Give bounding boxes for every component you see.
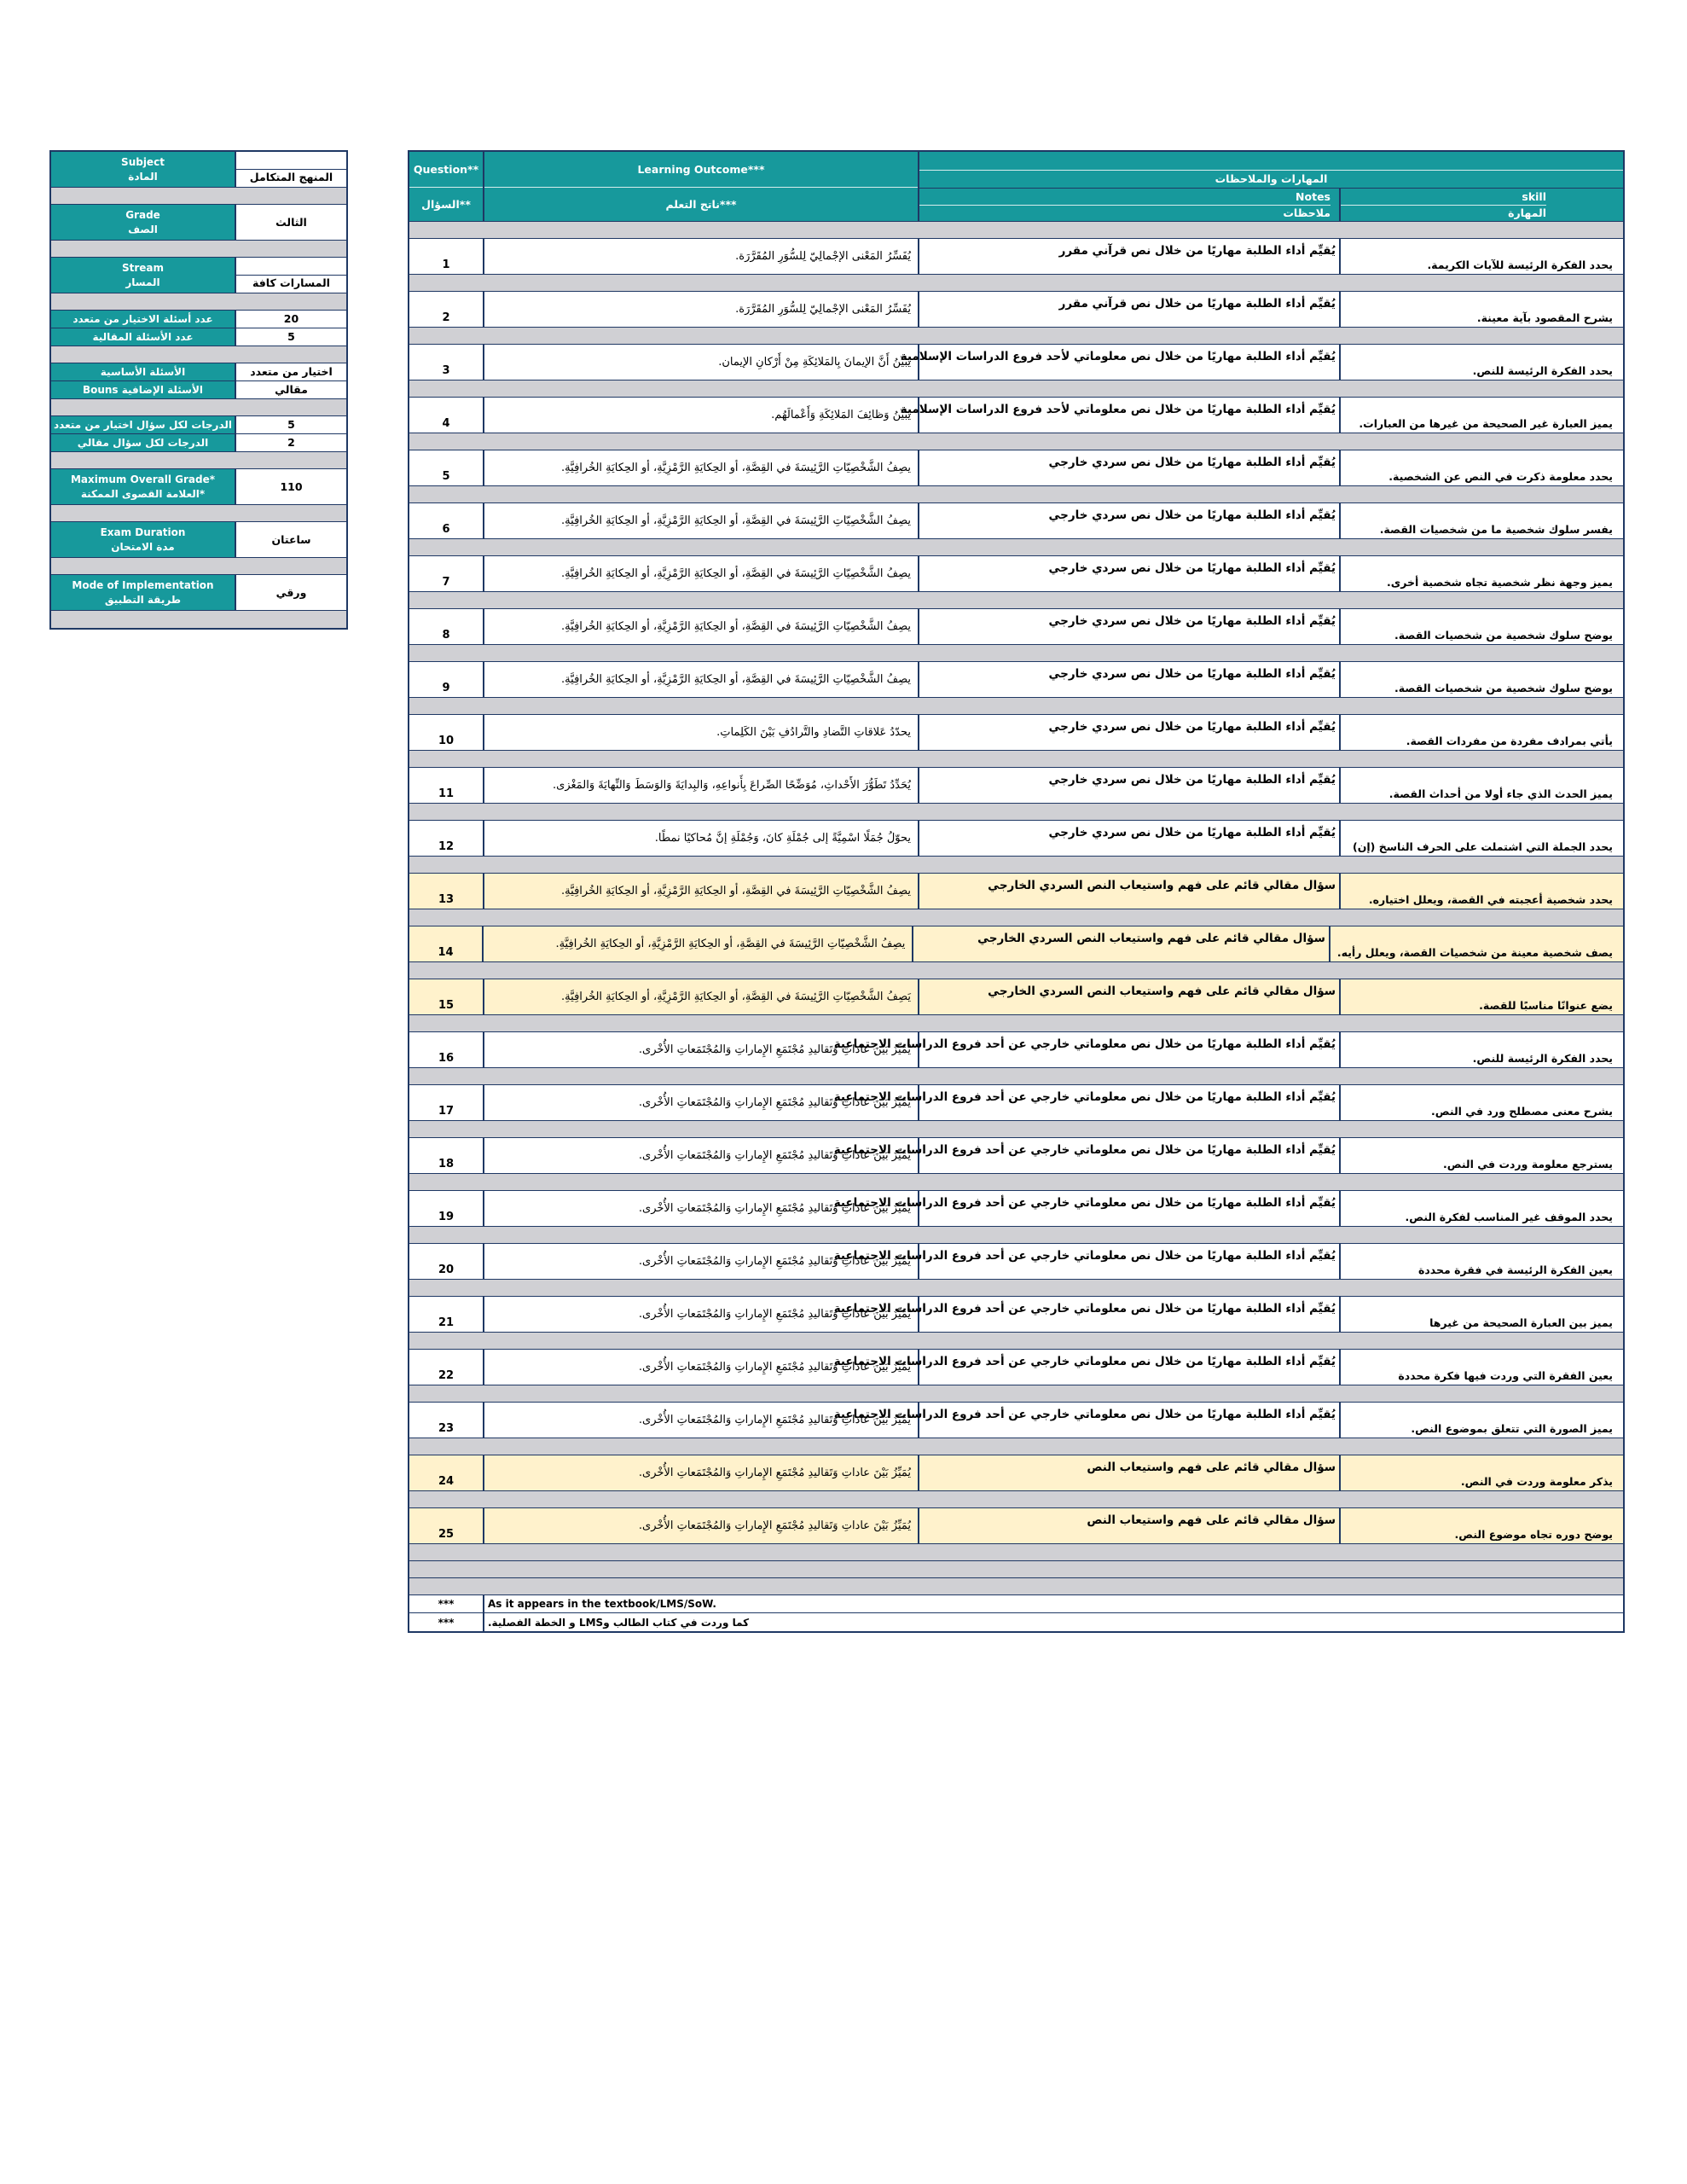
skill-note: يُقيِّم أداء الطلبة مهاريًا من خلال نص سردي خارجي [919,609,1341,644]
mcq-count-value: 20 [236,311,346,328]
essay-grade-label: الدرجات لكل سؤال مقالي [51,434,236,451]
footnote-row [409,1613,1623,1631]
question-number: 22 [409,1350,484,1385]
learning-outcome: يُمَيِّزُ بَيْنَ عاداتِ وَتَقاليدِ مُجْتَمَعِ الإِماراتِ وَالمُجْتَمَعاتِ الأُخْرى. [484,1508,919,1543]
table-row [409,1244,1623,1280]
exam-structure-table [408,150,1625,1633]
skill-note: يُقيِّم أداء الطلبة مهاريًا من خلال نص معلوماتي خارجي عن أحد فروع الدراسات الاجتماعية [919,1244,1341,1279]
spacer-row [409,1438,1623,1455]
info-max-grade [51,469,346,505]
spacer-row [409,1385,1623,1403]
skill-description: يأتي بمرادف مفردة من مفردات القصة. [1406,735,1613,747]
info-grade [51,205,346,241]
spacer-row [409,1068,1623,1085]
question-number: 8 [409,609,484,644]
question-number: 17 [409,1085,484,1120]
skill-note: يُقيِّم أداء الطلبة مهاريًا من خلال نص سردي خارجي [919,821,1341,856]
question-number: 13 [409,874,484,909]
duration-label-en: Exam Duration [100,526,186,538]
learning-outcome: يُمَيِّزُ بَيْنَ عاداتِ وَتَقاليدِ مُجْتَمَعِ الإِماراتِ وَالمُجْتَمَعاتِ الأُخْرى. [484,1297,919,1332]
subject-value-blank [236,154,346,169]
learning-outcome: يُمَيِّزُ بَيْنَ عاداتِ وَتَقاليدِ مُجْتَمَعِ الإِماراتِ وَالمُجْتَمَعاتِ الأُخْرى. [484,1244,919,1279]
table-row [409,715,1623,751]
stream-label-en: Stream [121,261,165,274]
skill-header-en: skill [1522,189,1546,203]
info-essay-grade [51,434,346,452]
footnote-mark: *** [409,1613,484,1631]
spacer-row [409,592,1623,609]
spacer-row [409,698,1623,715]
info-essay-count [51,328,346,346]
info-subject [51,152,346,188]
info-gap [51,241,346,258]
spacer-row [409,751,1623,768]
learning-outcome: يصِفُ الشَّخْصِيّاتِ الرَّئِيسَةَ في القِصَّةِ، أو الحِكايَةِ الرَّمْزِيَّةِ، أو الحِكايَةِ الخُرافِيَّةِ. [484,503,919,538]
learning-outcome: يُمَيِّزُ بَيْنَ عاداتِ وَتَقاليدِ مُجْتَمَعِ الإِماراتِ وَالمُجْتَمَعاتِ الأُخْرى. [484,1403,919,1438]
learning-outcome: يُمَيِّزُ بَيْنَ عاداتِ وَتَقاليدِ مُجْتَمَعِ الإِماراتِ وَالمُجْتَمَعاتِ الأُخْرى. [484,1138,919,1173]
stream-value-blank [236,260,346,275]
skill-description: يحدد الموقف غير المناسب لفكرة النص. [1405,1211,1613,1223]
spacer-row [409,275,1623,292]
skill-note: سؤال مقالي قائم على فهم واستيعاب النص [919,1508,1341,1543]
spacer-row [409,1015,1623,1032]
spacer-row [409,1121,1623,1138]
question-number: 19 [409,1191,484,1226]
spacer-row [409,1578,1623,1595]
spacer-row [409,645,1623,662]
question-number: 24 [409,1455,484,1490]
skill-description: يحدد معلومة ذكرت في النص عن الشخصية. [1388,470,1613,483]
duration-value: ساعتان [271,533,311,546]
skill-description: يحدد الفكرة الرئيسة للنص. [1472,364,1613,377]
skill-description: يسترجع معلومة وردت في النص. [1443,1158,1613,1170]
info-mcq-count [51,311,346,328]
question-number: 25 [409,1508,484,1543]
grade-label-ar: الصف [128,223,158,235]
skill-note: يُقيِّم أداء الطلبة مهاريًا من خلال نص قرآني مقرر [919,239,1341,274]
learning-outcome: يُمَيِّزُ بَيْنَ عاداتِ وَتَقاليدِ مُجْتَمَعِ الإِماراتِ وَالمُجْتَمَعاتِ الأُخْرى. [484,1455,919,1490]
skill-note: يُقيِّم أداء الطلبة مهاريًا من خلال نص سردي خارجي [919,715,1341,750]
question-number: 10 [409,715,484,750]
outcome-header-ar: ناتج التعلم*** [484,187,918,222]
skill-note: يُقيِّم أداء الطلبة مهاريًا من خلال نص معلوماتي خارجي عن أحد فروع الدراسات الاجتماعية [919,1350,1341,1385]
skill-note: يُقيِّم أداء الطلبة مهاريًا من خلال نص سردي خارجي [919,503,1341,538]
question-number: 5 [409,450,484,485]
skill-note: يُقيِّم أداء الطلبة مهاريًا من خلال نص معلوماتي لأحد فروع الدراسات الإسلامية [919,398,1341,433]
spacer-row [409,909,1623,926]
learning-outcome: يصِفُ الشَّخْصِيّاتِ الرَّئِيسَةَ في القِصَّةِ، أو الحِكايَةِ الرَّمْزِيَّةِ، أو الحِكايَةِ الخُرافِيَّةِ. [484,926,913,961]
spacer-row [409,222,1623,239]
table-row [409,1191,1623,1227]
skill-description: يحدد الفكرة الرئيسة للنص. [1472,1052,1613,1065]
skill-note: سؤال مقالي قائم على فهم واستيعاب النص السردي الخارجي [919,979,1341,1014]
stream-value: المسارات كافة [236,275,346,290]
bonus-questions-label: Bouns الأسئلة الإضافية [51,381,236,398]
duration-label-ar: مدة الامتحان [111,540,175,553]
table-row [409,874,1623,909]
question-header-en: Question** [413,162,479,176]
info-bonus-questions [51,381,346,399]
table-row [409,1138,1623,1174]
essay-count-value: 5 [236,328,346,346]
question-number: 7 [409,556,484,591]
subject-value: المنهج المتكامل [236,169,346,184]
grade-value: الثالث [275,216,307,229]
learning-outcome: يصِفُ الشَّخْصِيّاتِ الرَّئِيسَةَ في القِصَّةِ، أو الحِكايَةِ الرَّمْزِيَّةِ، أو الحِكايَةِ الخُرافِيَّةِ. [484,662,919,697]
info-gap [51,399,346,416]
question-number: 6 [409,503,484,538]
spacer-row [409,1174,1623,1191]
table-row [409,662,1623,698]
subject-label-ar: المادة [128,170,158,183]
learning-outcome: يُفَسِّرُ المَعْنى الإجْمالِيّ لِلسُّوَرِ المُقَرَّرَة. [484,239,919,274]
essay-grade-value: 2 [236,434,346,451]
max-grade-value: 110 [280,480,303,493]
question-number: 9 [409,662,484,697]
question-number: 4 [409,398,484,433]
info-stream [51,258,346,293]
table-row [409,1085,1623,1121]
learning-outcome: يصِفُ الشَّخْصِيّاتِ الرَّئِيسَةَ في القِصَّةِ، أو الحِكايَةِ الرَّمْزِيَّةِ، أو الحِكايَةِ الخُرافِيَّةِ. [484,450,919,485]
skill-description: يوضح سلوك شخصية من شخصيات القصة. [1394,682,1613,694]
notes-header-ar: ملاحظات [919,205,1330,222]
skill-note: يُقيِّم أداء الطلبة مهاريًا من خلال نص سردي خارجي [919,450,1341,485]
footnote-mark: *** [409,1595,484,1612]
table-row [409,1508,1623,1544]
question-number: 21 [409,1297,484,1332]
subject-label-en: Subject [121,155,165,168]
skill-description: يفسر سلوك شخصية ما من شخصيات القصة. [1379,523,1613,536]
skill-description: يميز بين العبارة الصحيحة من غيرها [1429,1316,1613,1329]
learning-outcome: يحدّدُ عَلاقاتِ التَّضادِ والتَّرادُفِ بَيْنَ الكَلِماتِ. [484,715,919,750]
spacer-row [409,804,1623,821]
table-row [409,1455,1623,1491]
learning-outcome: يُمَيِّزُ بَيْنَ عاداتِ وَتَقاليدِ مُجْتَمَعِ الإِماراتِ وَالمُجْتَمَعاتِ الأُخْرى. [484,1350,919,1385]
spacer-row [409,328,1623,345]
table-row [409,345,1623,380]
mcq-count-label: عدد أسئلة الاختيار من متعدد [51,311,236,328]
table-row [409,239,1623,275]
stream-label-ar: المسار [125,276,160,288]
table-row [409,292,1623,328]
skill-description: يعين الفقرة التي وردت فيها فكرة محددة [1398,1369,1613,1382]
spacer-row [409,857,1623,874]
skill-note: يُقيِّم أداء الطلبة مهاريًا من خلال نص معلوماتي خارجي عن أحد فروع الدراسات الاجتماعية [919,1403,1341,1438]
skill-description: يشرح المقصود بآية معينة. [1476,311,1613,324]
skill-description: يحدد شخصية أعجبته في القصة، ويعلل اختياره. [1368,893,1613,906]
skill-header-ar: المهارة [1341,205,1546,222]
skill-description: يميز الحدث الذي جاء أولا من أحداث القصة. [1388,787,1613,800]
bonus-questions-value: مقالي [236,381,346,398]
table-row [409,609,1623,645]
learning-outcome: يصِفُ الشَّخْصِيّاتِ الرَّئِيسَةَ في القِصَّةِ، أو الحِكايَةِ الرَّمْزِيَّةِ، أو الحِكايَةِ الخُرافِيَّةِ. [484,609,919,644]
skill-note: يُقيِّم أداء الطلبة مهاريًا من خلال نص سردي خارجي [919,768,1341,803]
spacer-row [409,1544,1623,1561]
skill-description: يضع عنوانًا مناسبًا للقصة. [1479,999,1613,1012]
info-gap [51,505,346,522]
mode-value: ورقي [275,586,307,599]
learning-outcome: يَصِفُ الشَّخْصِيّاتِ الرَّئِيسَةَ في القِصَّةِ، أو الحِكايَةِ الرَّمْزِيَّةِ، أو الحِكايَةِ الخُرافِيَّةِ. [484,979,919,1014]
learning-outcome: يُمَيِّزُ بَيْنَ عاداتِ وَتَقاليدِ مُجْتَمَعِ الإِماراتِ وَالمُجْتَمَعاتِ الأُخْرى. [484,1191,919,1226]
mode-label-ar: طريقة التطبيق [104,593,182,606]
info-gap [51,558,346,575]
learning-outcome: يُحَدِّدُ تَطَوُّرَ الأَحْداثِ، مُوَضِّحًا الصِّراعَ بِأَنواعِهِ، وَالبِدايَةَ وَالوَسَطَ وَالنِّهايَةَ وَالمَغْزى. [484,768,919,803]
footnote-text: As it appears in the textbook/LMS/SoW. [488,1598,716,1610]
skill-description: يوضح سلوك شخصية من شخصيات القصة. [1394,629,1613,642]
learning-outcome: يُبَيِّنُ أَنَّ الإيمانَ بِالمَلائِكَةِ مِنْ أَرْكانِ الإيمان. [484,345,919,380]
info-gap [51,452,346,469]
mode-label-en: Mode of Implementation [72,578,214,591]
spacer-row [409,1227,1623,1244]
learning-outcome: يُمَيِّزُ بَيْنَ عاداتِ وَتَقاليدِ مُجْتَمَعِ الإِماراتِ وَالمُجْتَمَعاتِ الأُخْرى. [484,1032,919,1067]
spacer-row [409,1333,1623,1350]
grade-label-en: Grade [125,208,160,221]
spacer-row [409,962,1623,979]
skill-description: يذكر معلومة وردت في النص. [1460,1475,1613,1488]
learning-outcome: يُمَيِّزُ بَيْنَ عاداتِ وَتَقاليدِ مُجْتَمَعِ الإِماراتِ وَالمُجْتَمَعاتِ الأُخْرى. [484,1085,919,1120]
info-duration [51,522,346,558]
skill-note: يُقيِّم أداء الطلبة مهاريًا من خلال نص سردي خارجي [919,662,1341,697]
skill-note: يُقيِّم أداء الطلبة مهاريًا من خلال نص معلوماتي لأحد فروع الدراسات الإسلامية [919,345,1341,380]
skill-note: يُقيِّم أداء الطلبة مهاريًا من خلال نص سردي خارجي [919,556,1341,591]
table-row [409,768,1623,804]
spacer-row [409,1561,1623,1578]
skill-note: يُقيِّم أداء الطلبة مهاريًا من خلال نص قرآني مقرر [919,292,1341,327]
skill-description: يوضح دوره تجاه موضوع النص. [1454,1528,1613,1541]
table-row [409,1403,1623,1438]
skill-description: يحدد الجملة التي اشتملت على الحرف الناسخ (إن) [1353,840,1613,853]
max-grade-label-en: Maximum Overall Grade* [70,473,216,485]
info-gap [51,611,346,628]
question-number: 12 [409,821,484,856]
table-row [409,1350,1623,1385]
table-row [409,926,1623,962]
question-rows [409,239,1623,1544]
spacer-row [409,433,1623,450]
skills-header-blank [919,152,1623,170]
skill-note: سؤال مقالي قائم على فهم واستيعاب النص السردي الخارجي [919,874,1341,909]
skill-description: يشرح معنى مصطلح ورد في النص. [1431,1105,1613,1118]
max-grade-label-ar: العلامة القصوى الممكنة* [80,487,206,500]
mcq-grade-label: الدرجات لكل سؤال اختيار من متعدد [51,416,236,433]
info-gap [51,346,346,363]
question-number: 20 [409,1244,484,1279]
spacer-row [409,539,1623,556]
table-row [409,1297,1623,1333]
basic-questions-value: اختيار من متعدد [236,363,346,380]
basic-questions-label: الأسئلة الأساسية [51,363,236,380]
skill-note: سؤال مقالي قائم على فهم واستيعاب النص السردي الخارجي [913,926,1330,961]
learning-outcome: يصِفُ الشَّخْصِيّاتِ الرَّئِيسَةَ في القِصَّةِ، أو الحِكايَةِ الرَّمْزِيَّةِ، أو الحِكايَةِ الخُرافِيَّةِ. [484,874,919,909]
question-number: 14 [409,926,484,961]
footnote-row [409,1595,1623,1613]
info-mcq-grade [51,416,346,434]
table-row [409,450,1623,486]
question-number: 11 [409,768,484,803]
table-row [409,503,1623,539]
table-row [409,821,1623,857]
table-row [409,556,1623,592]
table-header [409,152,1623,222]
exam-info-panel [49,150,348,630]
skill-description: يصف شخصية معينة من شخصيات القصة، ويعلل رأيه. [1336,946,1613,959]
spacer-row [409,486,1623,503]
skill-description: يميز العبارة غير الصحيحة من غيرها من العبارات. [1359,417,1613,430]
question-number: 2 [409,292,484,327]
learning-outcome: يُبَيِّنُ وَظائِفَ المَلائِكَةِ وَأَعْمالَهُم. [484,398,919,433]
spacer-row [409,1280,1623,1297]
info-basic-questions [51,363,346,381]
footnote-text: كما وردت في كتاب الطالب وLMS و الخطة الفصلية. [488,1616,750,1629]
spacer-row [409,380,1623,398]
info-gap [51,293,346,311]
question-number: 18 [409,1138,484,1173]
skill-note: سؤال مقالي قائم على فهم واستيعاب النص [919,1455,1341,1490]
skill-note: يُقيِّم أداء الطلبة مهاريًا من خلال نص معلوماتي خارجي عن أحد فروع الدراسات الاجتماعية [919,1191,1341,1226]
learning-outcome: يحوّلُ جُمَلًا اسْمِيَّةً إلى جُمْلَةِ كانَ، وَجُمْلَةِ إنَّ مُحاكيًا نمطًا. [484,821,919,856]
info-mode [51,575,346,611]
question-number: 1 [409,239,484,274]
skill-description: يحدد الفكرة الرئيسة للآيات الكريمة. [1427,258,1613,271]
question-number: 15 [409,979,484,1014]
question-header-ar: السؤال** [409,187,483,222]
question-number: 23 [409,1403,484,1438]
skill-note: يُقيِّم أداء الطلبة مهاريًا من خلال نص معلوماتي خارجي عن أحد فروع الدراسات الاجتماعية [919,1085,1341,1120]
table-row [409,1032,1623,1068]
learning-outcome: يُفَسِّرُ المَعْنى الإجْمالِيّ لِلسُّوَرِ المُقَرَّرَة. [484,292,919,327]
learning-outcome: يصِفُ الشَّخْصِيّاتِ الرَّئِيسَةَ في القِصَّةِ، أو الحِكايَةِ الرَّمْزِيَّةِ، أو الحِكايَةِ الخُرافِيَّةِ. [484,556,919,591]
table-row [409,979,1623,1015]
info-gap [51,188,346,205]
table-row [409,398,1623,433]
skill-note: يُقيِّم أداء الطلبة مهاريًا من خلال نص معلوماتي خارجي عن أحد فروع الدراسات الاجتماعية [919,1138,1341,1173]
notes-header-en: Notes [1296,189,1330,203]
outcome-header-en: Learning Outcome*** [637,162,765,176]
skills-header-ar: المهارات والملاحظات [919,170,1623,189]
mcq-grade-value: 5 [236,416,346,433]
skill-note: يُقيِّم أداء الطلبة مهاريًا من خلال نص معلوماتي خارجي عن أحد فروع الدراسات الاجتماعية [919,1032,1341,1067]
skill-description: يميز الصورة التي تتعلق بموضوع النص. [1411,1422,1613,1435]
skill-description: يميز وجهة نظر شخصية تجاه شخصية أخرى. [1387,576,1613,589]
skill-description: يعين الفكرة الرئيسة في فقرة محددة [1417,1263,1613,1276]
question-number: 3 [409,345,484,380]
essay-count-label: عدد الأسئلة المقالية [51,328,236,346]
skill-note: يُقيِّم أداء الطلبة مهاريًا من خلال نص معلوماتي خارجي عن أحد فروع الدراسات الاجتماعية [919,1297,1341,1332]
spacer-row [409,1491,1623,1508]
question-number: 16 [409,1032,484,1067]
